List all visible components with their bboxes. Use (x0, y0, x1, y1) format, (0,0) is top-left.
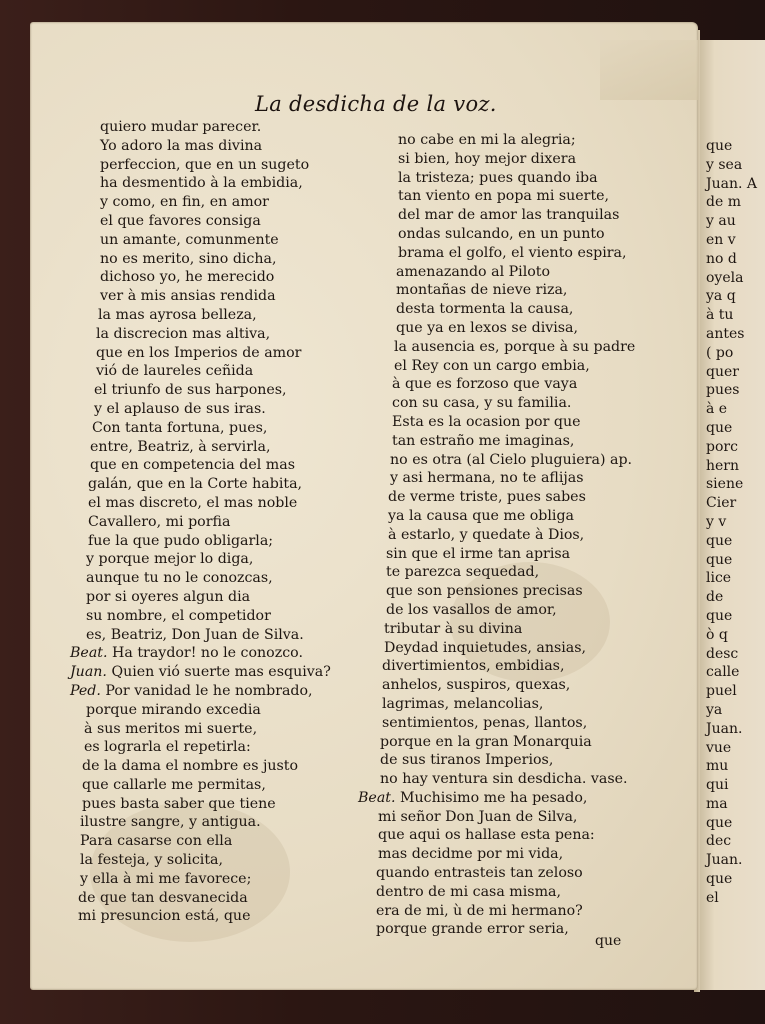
fragment-line: y au (706, 213, 736, 230)
verse-line (358, 375, 635, 394)
verse-text: à sus meritos mi suerte, (84, 720, 258, 737)
verse-text: Cavallero, mi porfia (88, 513, 231, 530)
verse-line (70, 212, 331, 231)
fragment-line: siene (706, 476, 744, 493)
verse-text: fue la que pudo obligarla; (88, 532, 274, 549)
fragment-line: dec (706, 833, 732, 850)
verse-text: del mar de amor las tranquilas (398, 207, 620, 224)
verse-text: te parezca sequedad, (386, 564, 540, 581)
verse-line (358, 620, 635, 639)
verse-line (358, 657, 635, 676)
verse-line (358, 545, 635, 564)
fragment-line: porc (706, 438, 738, 455)
verse-line (70, 231, 331, 250)
verse-text: entre, Beatriz, à servirla, (90, 438, 271, 455)
fragment-line: oyela (706, 269, 744, 286)
verse-line (358, 169, 635, 188)
verse-line (70, 156, 331, 175)
fragment-line: ya q (706, 288, 736, 305)
fragment-line: de (706, 589, 724, 606)
verse-line (358, 150, 635, 169)
verse-line (70, 682, 331, 701)
verse-line (70, 250, 331, 269)
verse-line (358, 902, 635, 921)
verse-line (358, 845, 635, 864)
verse-line (70, 776, 331, 795)
fragment-line: vue (706, 739, 732, 756)
verse-text: Deydad inquietudes, ansias, (384, 639, 587, 656)
verse-line (70, 701, 331, 720)
verse-text: no es merito, sino dicha, (100, 250, 277, 267)
verse-text: de la dama el nombre es justo (82, 758, 299, 775)
left-text-column (70, 118, 331, 926)
fragment-line: à tu (706, 307, 734, 324)
verse-line (70, 626, 331, 645)
verse-line (358, 432, 635, 451)
speaker-label: Beat. (70, 645, 113, 662)
verse-line (358, 639, 635, 658)
verse-line (70, 193, 331, 212)
fragment-line: mu (706, 758, 729, 775)
verse-text: es lograrla el repetirla: (84, 739, 251, 756)
fragment-line: no d (706, 250, 737, 267)
fragment-line: de m (706, 194, 741, 211)
fragment-line: que (706, 419, 733, 436)
verse-text: y asi hermana, no te aflijas (390, 470, 584, 487)
verse-line (358, 563, 635, 582)
verse-line (70, 569, 331, 588)
verse-line (358, 526, 635, 545)
speaker-label: Ped. (70, 682, 106, 699)
verse-text: que aqui os hallase esta pena: (378, 827, 595, 844)
verse-line (70, 362, 331, 381)
verse-line (358, 695, 635, 714)
fragment-line: que (706, 551, 733, 568)
verse-text: que en competencia del mas (90, 457, 295, 474)
verse-text: vió de laureles ceñida (96, 363, 254, 380)
verse-text: Esta es la ocasion por que (392, 413, 581, 430)
verse-line (358, 507, 635, 526)
verse-line (70, 400, 331, 419)
verse-line (358, 676, 635, 695)
verse-line (358, 263, 635, 282)
verse-text: el Rey con un cargo embia, (394, 357, 590, 374)
verse-text: amenazando al Piloto (396, 263, 551, 280)
speaker-label: Beat. (358, 789, 401, 806)
verse-text: desta tormenta la causa, (396, 301, 574, 318)
verse-text: la ausencia es, porque à su padre (394, 338, 636, 355)
verse-line (70, 795, 331, 814)
verse-text: tan viento en popa mi suerte, (398, 188, 610, 205)
verse-line (358, 300, 635, 319)
verse-line (70, 532, 331, 551)
verse-line (358, 488, 635, 507)
verse-line (70, 870, 331, 889)
verse-text: no es otra (al Cielo pluguiera) ap. (390, 451, 633, 468)
verse-text: tributar à su divina (384, 620, 523, 637)
verse-text: brama el golfo, el viento espira, (398, 244, 627, 261)
verse-text: pues basta saber que tiene (82, 795, 276, 812)
verse-line (70, 757, 331, 776)
verse-text: ilustre sangre, y antigua. (80, 814, 261, 831)
verse-text: Ha traydor! no le conozco. (112, 645, 303, 662)
fragment-line: hern (706, 457, 740, 474)
verse-text: dichoso yo, he merecido (100, 269, 275, 286)
verse-line (358, 826, 635, 845)
verse-line (358, 357, 635, 376)
page-corner-fold (600, 40, 698, 100)
verse-text: que son pensiones precisas (386, 583, 583, 600)
middle-text-column (358, 131, 635, 939)
verse-text: montañas de nieve riza, (396, 282, 568, 299)
verse-text: Yo adoro la mas divina (100, 137, 263, 154)
verse-line (70, 456, 331, 475)
fragment-line: Juan. (706, 720, 743, 737)
verse-line (70, 851, 331, 870)
verse-line (70, 287, 331, 306)
fragment-line: antes (706, 325, 745, 342)
verse-text: ver à mis ansias rendida (100, 288, 276, 305)
verse-line (70, 813, 331, 832)
verse-text: Quien vió suerte mas esquiva? (111, 664, 331, 681)
verse-text: porque mirando excedia (86, 701, 261, 718)
fragment-line: ( po (706, 344, 734, 361)
verse-text: Por vanidad le he nombrado, (105, 682, 313, 699)
verse-line (70, 381, 331, 400)
verse-text: el mas discreto, el mas noble (88, 494, 298, 511)
verse-line (70, 588, 331, 607)
verse-text: el que favores consiga (100, 212, 261, 229)
verse-line (358, 394, 635, 413)
verse-line (70, 325, 331, 344)
verse-line (70, 663, 331, 682)
verse-text: lagrimas, melancolias, (382, 695, 544, 712)
fragment-line: desc (706, 645, 739, 662)
verse-line (358, 413, 635, 432)
verse-line (70, 306, 331, 325)
verse-line (70, 268, 331, 287)
verse-text: y el aplauso de sus iras. (94, 400, 266, 417)
fragment-line: à e (706, 401, 728, 418)
verse-text: Con tanta fortuna, pues, (92, 419, 268, 436)
verse-text: à estarlo, y quedate à Dios, (388, 526, 585, 543)
verse-text: la discrecion mas altiva, (96, 325, 271, 342)
fragment-line: que (706, 871, 733, 888)
verse-text: mi presuncion está, que (78, 908, 251, 925)
verse-text: de los vasallos de amor, (386, 601, 557, 618)
verse-text: y ella à mi me favorece; (80, 870, 252, 887)
verse-line (358, 601, 635, 620)
verse-text: que callarle me permitas, (82, 776, 266, 793)
verse-text: dentro de mi casa misma, (376, 883, 561, 900)
verse-line (358, 187, 635, 206)
fragment-line: ya (706, 701, 723, 718)
verse-line (358, 244, 635, 263)
verse-line (70, 137, 331, 156)
verse-line (358, 864, 635, 883)
verse-text: de sus tiranos Imperios, (380, 752, 554, 769)
verse-text: que ya en lexos se divisa, (396, 319, 579, 336)
verse-text: Para casarse con ella (80, 833, 233, 850)
verse-text: de verme triste, pues sabes (388, 489, 586, 506)
verse-text: galán, que en la Corte habita, (88, 476, 303, 493)
verse-line (358, 206, 635, 225)
fragment-line: ma (706, 795, 728, 812)
verse-text: y como, en fin, en amor (100, 194, 269, 211)
verse-line (70, 720, 331, 739)
verse-line (70, 513, 331, 532)
fragment-line: y v (706, 513, 727, 530)
fragment-line: ò q (706, 626, 728, 643)
verse-line (70, 889, 331, 908)
verse-line (70, 475, 331, 494)
verse-text: es, Beatriz, Don Juan de Silva. (86, 626, 304, 643)
verse-line (358, 883, 635, 902)
verse-line (70, 907, 331, 926)
verse-line (358, 920, 635, 939)
fragment-line: que (706, 138, 733, 154)
verse-text: ha desmentido à la embidia, (100, 175, 303, 192)
verse-line (358, 225, 635, 244)
verse-text: no cabe en mi la alegria; (398, 132, 576, 148)
verse-text: tan estraño me imaginas, (392, 432, 575, 449)
verse-text: perfeccion, que en un sugeto (100, 156, 310, 173)
verse-text: aunque tu no le conozcas, (86, 570, 273, 587)
verse-line (358, 281, 635, 300)
fragment-line: qui (706, 777, 729, 794)
verse-text: à que es forzoso que vaya (392, 376, 578, 393)
verse-line (70, 494, 331, 513)
verse-line (358, 789, 635, 808)
fragment-line: el (706, 889, 719, 906)
verse-line (70, 607, 331, 626)
verse-text: el triunfo de sus harpones, (94, 382, 287, 399)
verse-text: anhelos, suspiros, quexas, (382, 677, 571, 694)
verse-text: la festeja, y solicita, (80, 852, 223, 869)
verse-text: su nombre, el competidor (86, 607, 271, 624)
verse-line (70, 438, 331, 457)
verse-text: sentimientos, penas, llantos, (382, 714, 588, 731)
verse-line (358, 770, 635, 789)
verse-text: que en los Imperios de amor (96, 344, 302, 361)
fragment-line: que (706, 814, 733, 831)
verse-text: quiero mudar parecer. (100, 119, 262, 135)
verse-text: si bien, hoy mejor dixera (398, 150, 577, 167)
verse-line (70, 419, 331, 438)
verse-line (358, 131, 635, 150)
verse-line (358, 319, 635, 338)
verse-text: ya la causa que me obliga (388, 507, 575, 524)
fragment-line: Juan. A (706, 175, 758, 192)
right-fragment-column (706, 137, 757, 908)
verse-line (70, 118, 331, 137)
fragment-line: pues (706, 382, 740, 399)
verse-line (358, 808, 635, 827)
verse-text: la tristeza; pues quando iba (398, 169, 598, 186)
verse-text: mi señor Don Juan de Silva, (378, 808, 578, 825)
verse-text: era de mi, ù de mi hermano? (376, 902, 583, 919)
verse-line (358, 582, 635, 601)
verse-line (358, 733, 635, 752)
verse-line (70, 174, 331, 193)
fragment-line: que (706, 532, 733, 549)
verse-line (358, 338, 635, 357)
running-head: La desdicha de la voz. (255, 92, 497, 116)
verse-text: porque grande error seria, (376, 921, 569, 938)
verse-text: porque en la gran Monarquia (380, 733, 592, 750)
catchword: que (595, 933, 622, 949)
verse-text: con su casa, y su familia. (392, 395, 572, 412)
verse-line (358, 469, 635, 488)
verse-text: de que tan desvanecida (78, 889, 248, 906)
verse-text: un amante, comunmente (100, 231, 279, 248)
verse-text: la mas ayrosa belleza, (98, 306, 257, 323)
verse-text: y porque mejor lo diga, (86, 551, 254, 568)
fragment-line: calle (706, 664, 740, 681)
fragment-line: en v (706, 231, 736, 248)
verse-line (70, 644, 331, 663)
fragment-line: lice (706, 570, 732, 587)
verse-text: mas decidme por mi vida, (378, 846, 564, 863)
verse-text: Muchisimo me ha pesado, (400, 789, 588, 806)
verse-line (70, 738, 331, 757)
verse-line (358, 714, 635, 733)
verse-line (70, 550, 331, 569)
verse-text: ondas sulcando, en un punto (398, 225, 605, 242)
fragment-line: puel (706, 683, 737, 700)
verse-text: sin que el irme tan aprisa (386, 545, 571, 562)
fragment-line: Juan. (706, 852, 743, 869)
fragment-line: quer (706, 363, 739, 380)
verse-text: quando entrasteis tan zeloso (376, 865, 583, 882)
verse-line (70, 832, 331, 851)
speaker-label: Juan. (70, 664, 112, 681)
fragment-line: Cier (706, 495, 737, 512)
fragment-line: que (706, 607, 733, 624)
verse-text: no hay ventura sin desdicha. vase. (380, 771, 628, 788)
verse-line (358, 751, 635, 770)
verse-line (358, 451, 635, 470)
verse-text: por si oyeres algun dia (86, 588, 251, 605)
verse-line (70, 344, 331, 363)
fragment-line: y sea (706, 156, 743, 173)
verse-text: divertimientos, embidias, (382, 658, 565, 675)
